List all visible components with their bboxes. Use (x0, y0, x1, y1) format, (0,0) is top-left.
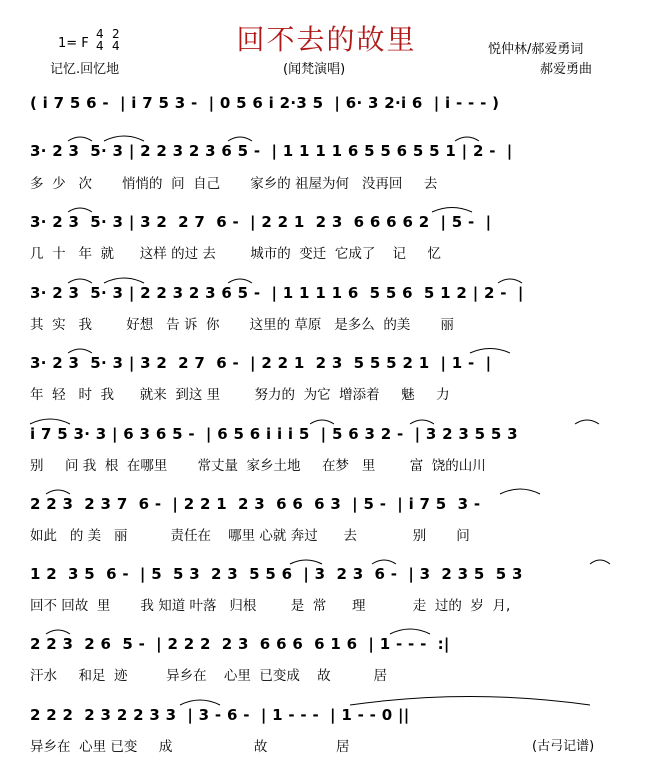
slur-mark (575, 420, 599, 424)
score-line-4-notes: 3· 2 3 5· 3 | 2 2 3 2 3 6 5 - | 1 1 1 1 6 5 5 6 5 1 2 | 2 - | (30, 284, 524, 302)
score-line-5-lyrics: 年 轻 时 我 就来 到这 里 努力的 为它 增添着 魅 力 (30, 387, 450, 403)
slur-mark (68, 208, 92, 212)
key-signature: 1= F (58, 36, 89, 51)
score-line-6-lyrics: 别 问 我 根 在哪里 常丈量 家乡土地 在梦 里 富 饶的山川 (30, 458, 486, 474)
slur-mark (432, 208, 472, 213)
score-line-7-lyrics: 如此 的 美 丽 责任在 哪里 心就 奔过 去 别 问 (30, 528, 470, 544)
score-line-6-notes: i 7 5 3· 3 | 6 3 6 5 - | 6 5 6 i i i 5 | 5 6 3 2 - | 3 2 3 5 5 3 (30, 425, 518, 443)
lyricist: 悦仲林/郝爱勇词 (488, 42, 584, 57)
slur-mark (390, 629, 430, 634)
song-title: 回不去的故里 (236, 23, 417, 56)
score-line-9-lyrics: 汗水 和足 迹 异乡在 心里 已变成 故 居 (30, 668, 387, 684)
slur-mark (104, 136, 144, 141)
slur-mark (46, 630, 70, 634)
time-signature-2: 2 4 (112, 27, 120, 53)
slur-mark (590, 560, 610, 564)
slur-mark (46, 490, 70, 494)
slur-mark (228, 279, 252, 283)
score-line-2-lyrics: 多 少 次 悄悄的 问 自己 家乡的 祖屋为何 没再回 去 (30, 176, 438, 192)
slur-mark (30, 419, 70, 424)
score-line-1-notes: ( i 7 5 6 - | i 7 5 3 - | 0 5 6 i 2·3 5 | 6· 3 2·i 6 | i - - - ) (30, 94, 500, 112)
transcriber-note: (古弓记谱) (532, 739, 595, 754)
score-line-10-lyrics: 异乡在 心里 已变 成 故 居 (30, 739, 350, 755)
slur-mark (500, 489, 540, 494)
score-line-3-notes: 3· 2 3 5· 3 | 3 2 2 7 6 - | 2 2 1 2 3 6 6 6 6 2 | 5 - | (30, 213, 492, 231)
score-line-3-lyrics: 几 十 年 就 这样 的过 去 城市的 变迁 它成了 记 忆 (30, 246, 441, 262)
tempo-mark: 记忆.回忆地 (50, 62, 120, 77)
slur-mark (498, 279, 522, 283)
slur-mark (68, 279, 92, 283)
slur-mark (350, 697, 590, 706)
slur-mark (180, 700, 220, 705)
time-signature-1: 4 4 (96, 27, 104, 53)
slur-mark (68, 349, 92, 353)
slur-mark (104, 278, 144, 283)
slur-mark (372, 560, 396, 564)
composer: 郝爱勇曲 (540, 62, 593, 77)
score-line-5-notes: 3· 2 3 5· 3 | 3 2 2 7 6 - | 2 2 1 2 3 5 5 5 2 1 | 1 - | (30, 354, 492, 372)
slur-mark (470, 349, 510, 354)
score-line-7-notes: 2 2 3 2 3 7 6 - | 2 2 1 2 3 6 6 6 3 | 5 - | i 7 5 3 - (30, 495, 481, 513)
score-line-2-notes: 3· 2 3 5· 3 | 2 2 3 2 3 6 5 - | 1 1 1 1 6 5 5 6 5 5 1 | 2 - | (30, 142, 513, 160)
slur-mark (290, 560, 322, 564)
slur-mark (410, 420, 434, 424)
slur-mark (455, 137, 479, 141)
score-line-9-notes: 2 2 3 2 6 5 - | 2 2 2 2 3 6 6 6 6 1 6 | 1 - - - :| (30, 635, 450, 653)
score-line-4-lyrics: 其 实 我 好想 告 诉 你 这里的 草原 是多么 的美 丽 (30, 317, 454, 333)
score-line-8-lyrics: 回不 回故 里 我 知道 叶落 归根 是 常 理 走 过的 岁 月, (30, 598, 511, 614)
score-line-8-notes: 1 2 3 5 6 - | 5 5 3 2 3 5 5 6 | 3 2 3 6 - | 3 2 3 5 5 3 (30, 565, 523, 583)
score-line-10-notes: 2 2 2 2 3 2 2 3 3 | 3 - 6 - | 1 - - - | 1 - - 0 || (30, 706, 410, 724)
performer: (闻梵演唱) (283, 62, 346, 77)
slur-mark (68, 137, 92, 141)
slur-mark (310, 420, 334, 424)
slur-mark (228, 137, 252, 141)
